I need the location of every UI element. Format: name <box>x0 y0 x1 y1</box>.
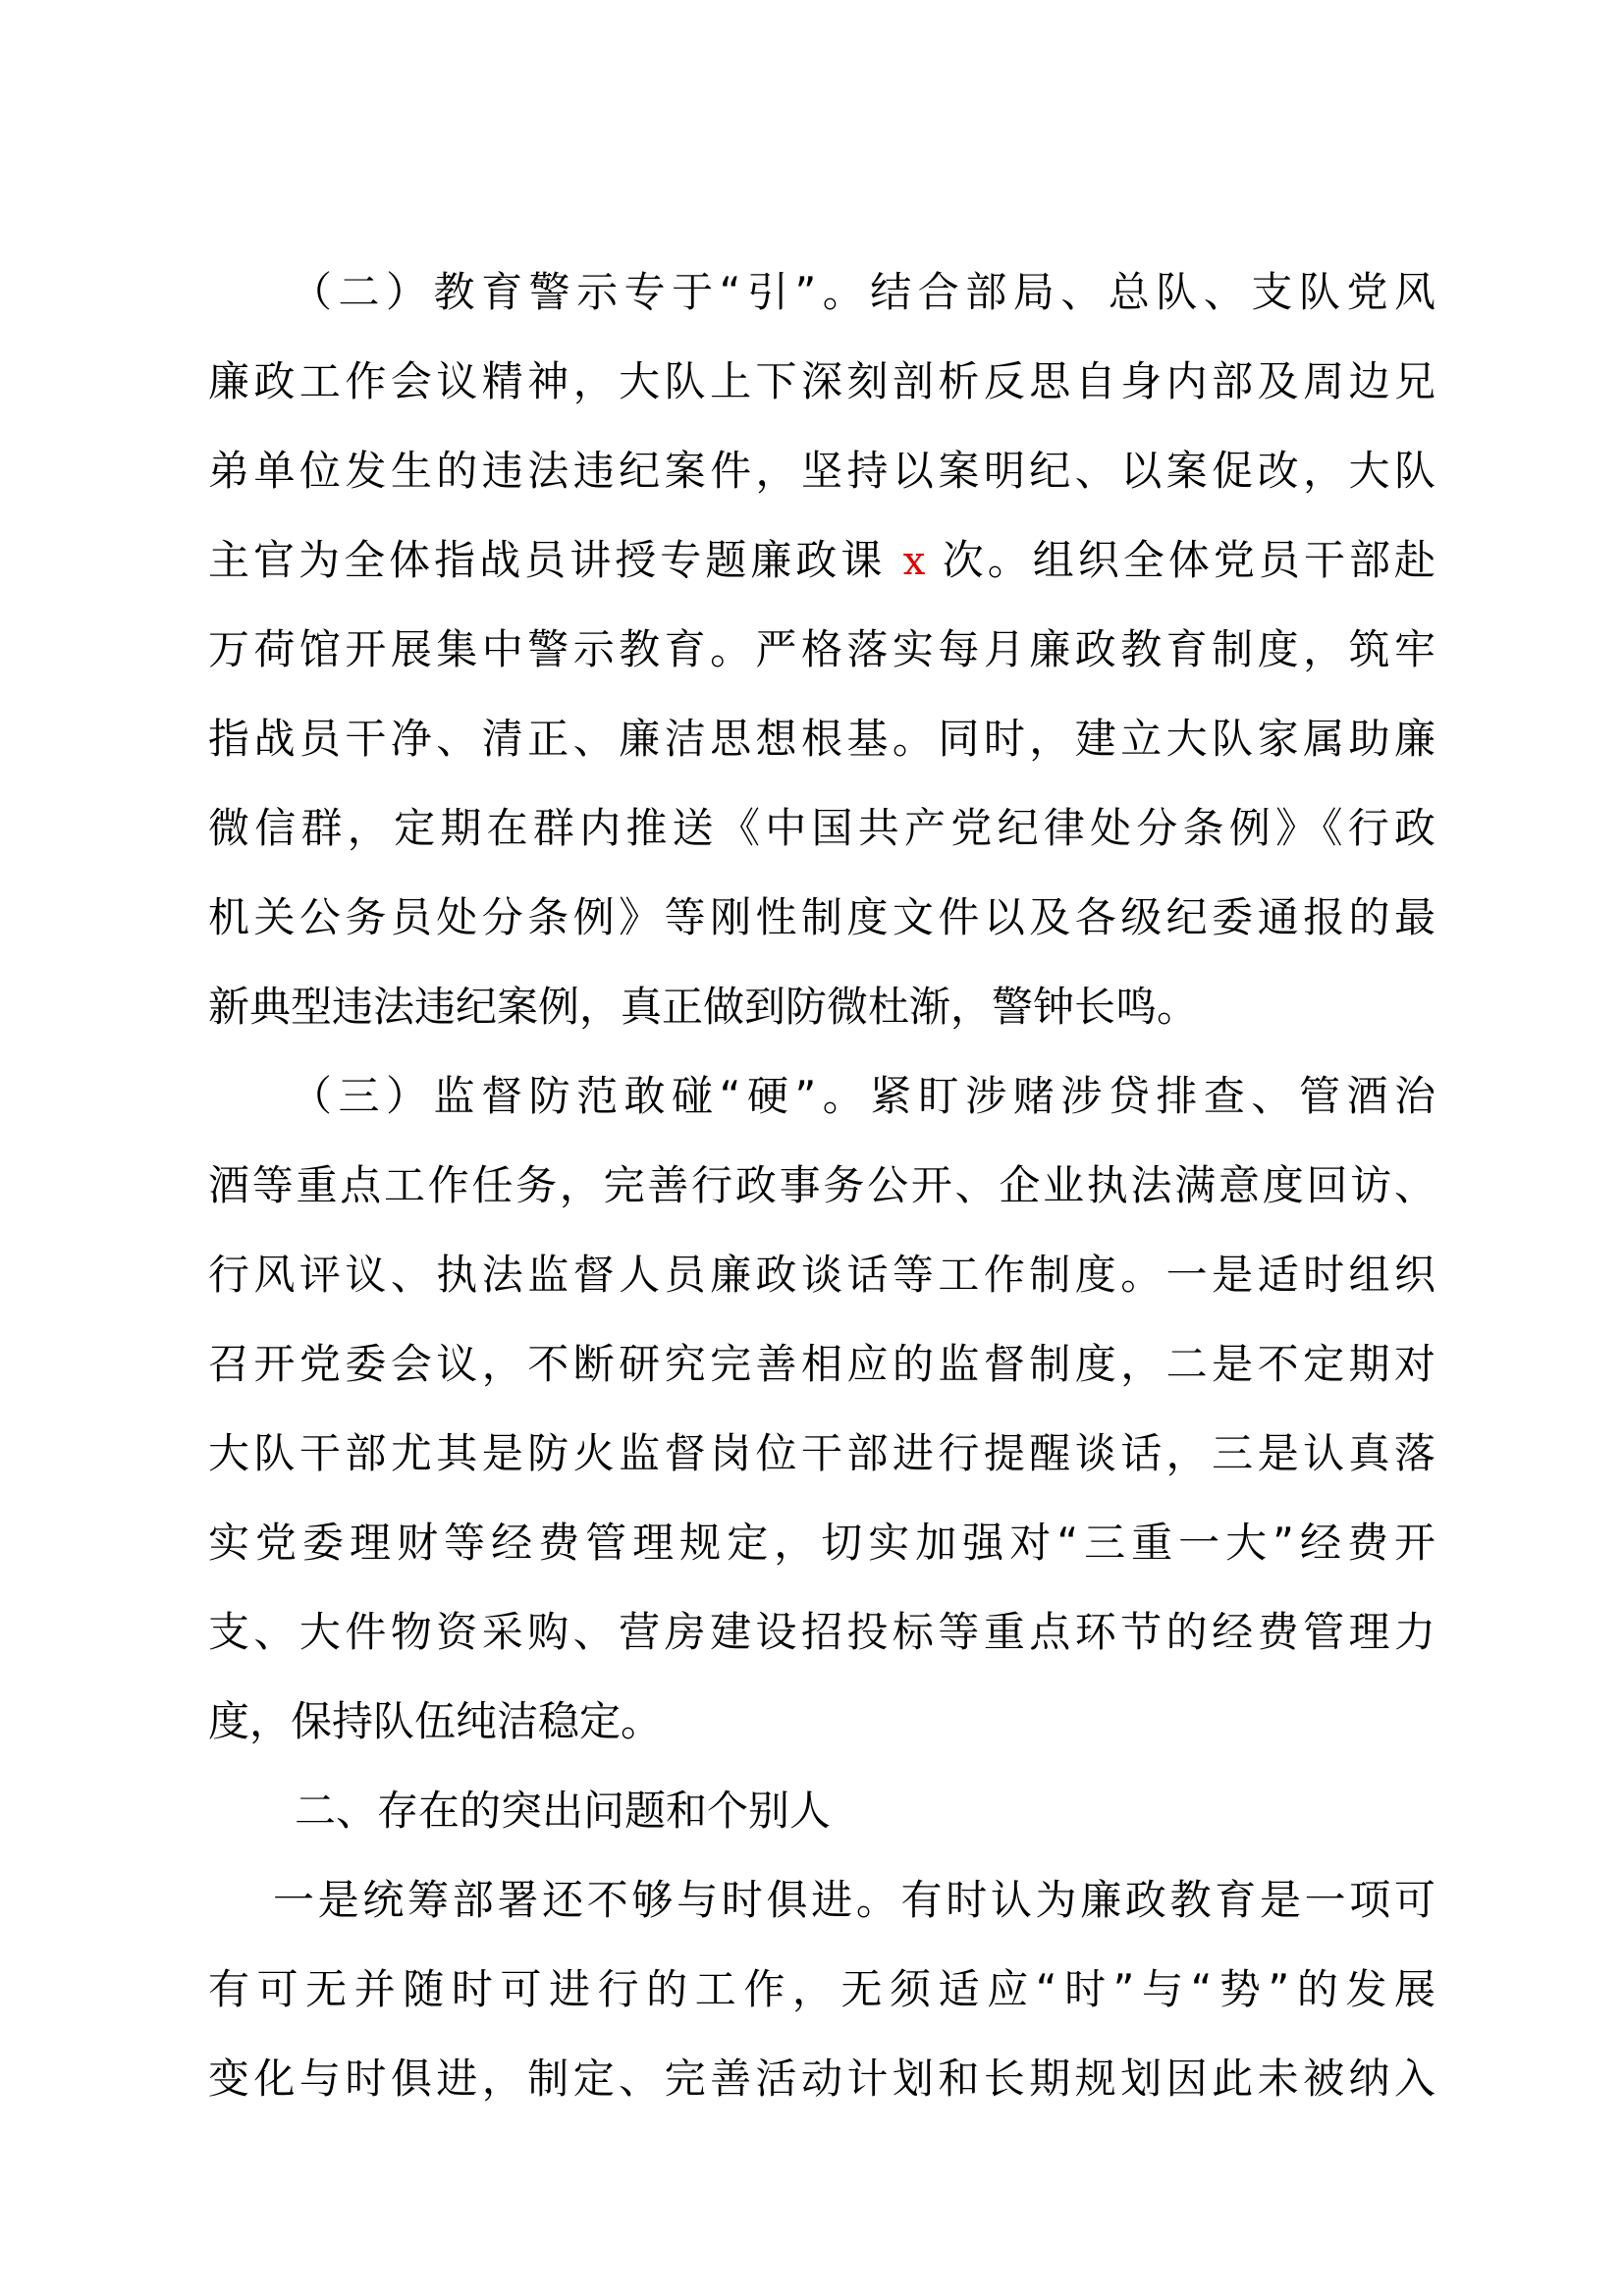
text-line: 有可无并随时可进行的工作，无须适应“时”与“势”的发展 <box>208 1965 1435 2013</box>
text-line: 召开党委会议，不断研究完善相应的监督制度，二是不定期对 <box>208 1340 1435 1388</box>
text-line: 实党委理财等经费管理规定，切实加强对“三重一大”经费开 <box>208 1519 1435 1567</box>
document-body <box>208 247 1435 2123</box>
text-line: （三）监督防范敢碰“硬”。紧盯涉赌涉贷排查、管酒治 <box>291 1072 1435 1120</box>
text-line: 变化与时俱进，制定、完善活动计划和长期规划因此未被纳入 <box>208 2055 1435 2103</box>
text-line: 万荷馆开展集中警示教育。严格落实每月廉政教育制度，筑牢 <box>208 625 1435 673</box>
text-line: 机关公务员处分条例》等刚性制度文件以及各级纪委通报的最 <box>208 893 1435 941</box>
paragraph-problem-one <box>208 1855 1435 2123</box>
text-line: 指战员干净、清正、廉洁思想根基。同时，建立大队家属助廉 <box>208 715 1435 763</box>
text-segment: 主官为全体指战员讲授专题廉政课 <box>208 536 887 584</box>
text-line: 廉政工作会议精神，大队上下深刻剖析反思自身内部及周边兄 <box>208 357 1435 405</box>
text-line: 新典型违法违纪案例，真正做到防微杜渐，警钟长鸣。 <box>208 983 1199 1031</box>
text-line: 酒等重点工作任务，完善行政事务公开、企业执法满意度回访、 <box>208 1161 1435 1209</box>
text-line: 微信群，定期在群内推送《中国共产党纪律处分条例》《行政 <box>208 804 1435 852</box>
section-heading-problems <box>208 1766 1435 1855</box>
paragraph-education-warning <box>208 247 1435 1051</box>
text-line: （二）教育警示专于“引”。结合部局、总队、支队党风 <box>291 268 1435 316</box>
section-heading: 二、存在的突出问题和个别人 <box>295 1787 832 1835</box>
paragraph-supervision <box>208 1051 1435 1766</box>
placeholder-marker: x <box>902 539 926 584</box>
text-line: 行风评议、执法监督人员廉政谈话等工作制度。一是适时组织 <box>208 1251 1435 1299</box>
text-line: 支、大件物资采购、营房建设招投标等重点环节的经费管理力 <box>208 1608 1435 1656</box>
text-line: 弟单位发生的违法违纪案件，坚持以案明纪、以案促改，大队 <box>208 447 1435 495</box>
text-line-with-marker <box>208 515 1435 605</box>
text-segment: 次。组织全体党员干部赴 <box>942 536 1435 584</box>
text-line: 大队干部尤其是防火监督岗位干部进行提醒谈话，三是认真落 <box>208 1429 1435 1477</box>
text-line: 一是统筹部署还不够与时俱进。有时认为廉政教育是一项可 <box>273 1876 1435 1924</box>
text-line: 度，保持队伍纯洁稳定。 <box>208 1697 663 1745</box>
